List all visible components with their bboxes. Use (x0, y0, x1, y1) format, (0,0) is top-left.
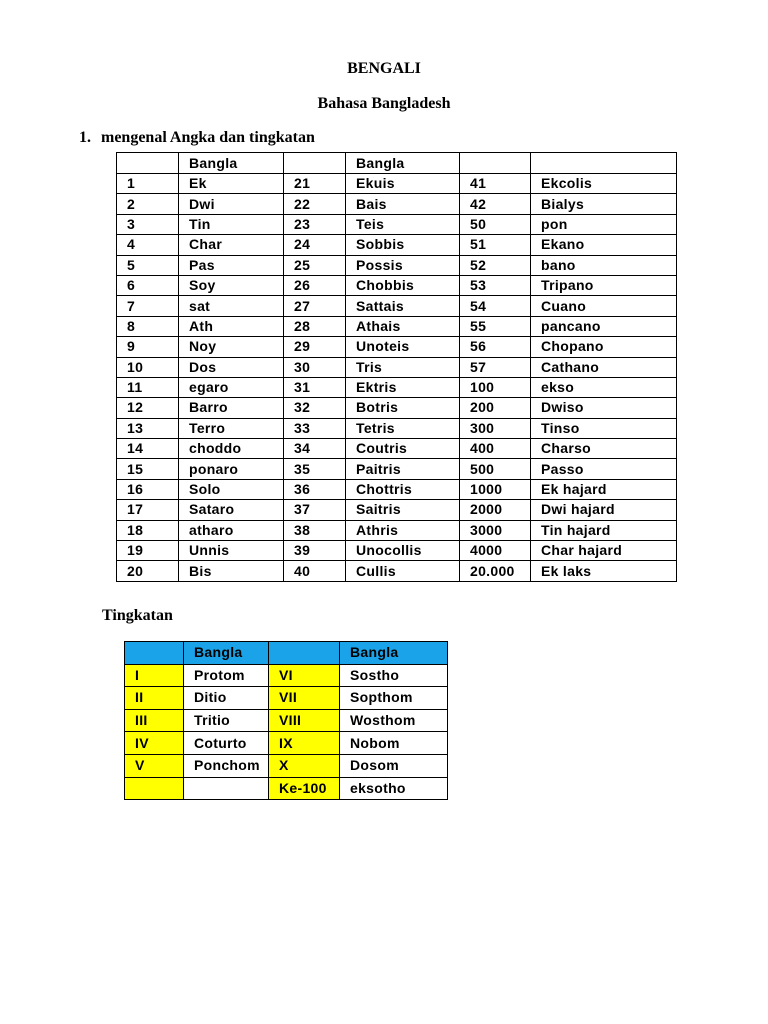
table-cell: 29 (284, 337, 346, 357)
table-cell: IX (269, 732, 340, 755)
table-cell: 10 (117, 357, 179, 377)
table-row (117, 541, 677, 561)
table-cell: Ekuis (346, 174, 460, 194)
rank-row (125, 687, 448, 710)
table-cell: ponaro (179, 459, 284, 479)
table-cell: 36 (284, 479, 346, 499)
table-row (117, 459, 677, 479)
table-cell: 39 (284, 541, 346, 561)
table-cell (531, 153, 677, 174)
table-cell: Ditio (184, 687, 269, 710)
table-cell: 18 (117, 520, 179, 540)
table-cell: 4000 (460, 541, 531, 561)
table-cell: 27 (284, 296, 346, 316)
table-cell: choddo (179, 439, 284, 459)
rank-row (125, 664, 448, 687)
table-cell: 4 (117, 235, 179, 255)
table-cell: Cuano (531, 296, 677, 316)
table-row (117, 174, 677, 194)
table-cell: Sopthom (340, 687, 448, 710)
table-cell: Chobbis (346, 275, 460, 295)
table-row (117, 500, 677, 520)
table-cell: V (125, 754, 184, 777)
table-cell: Terro (179, 418, 284, 438)
table-cell: Sataro (179, 500, 284, 520)
table-cell: 16 (117, 479, 179, 499)
numbers-table (116, 152, 677, 582)
table-cell: Ekcolis (531, 174, 677, 194)
table-cell: Unnis (179, 541, 284, 561)
table-cell (117, 153, 179, 174)
table-cell: Ponchom (184, 754, 269, 777)
table-cell: 40 (284, 561, 346, 581)
table-cell: Bangla (346, 153, 460, 174)
table-cell: 2 (117, 194, 179, 214)
table-row (117, 255, 677, 275)
table-cell: eksotho (340, 777, 448, 800)
table-cell: 200 (460, 398, 531, 418)
table-cell: VII (269, 687, 340, 710)
rank-row (125, 732, 448, 755)
table-cell: Tinso (531, 418, 677, 438)
table-cell: Coutris (346, 439, 460, 459)
table-cell: 20.000 (460, 561, 531, 581)
section-heading (79, 129, 315, 147)
table-cell: III (125, 709, 184, 732)
table-cell: ekso (531, 377, 677, 397)
table-row (117, 418, 677, 438)
table-cell: Barro (179, 398, 284, 418)
table-cell: 56 (460, 337, 531, 357)
table-cell: Ektris (346, 377, 460, 397)
table-cell: 3 (117, 214, 179, 234)
table-cell: Bialys (531, 194, 677, 214)
table-cell: pon (531, 214, 677, 234)
table-cell: 500 (460, 459, 531, 479)
table-cell: 19 (117, 541, 179, 561)
table-cell: 7 (117, 296, 179, 316)
table-cell: Soy (179, 275, 284, 295)
table-cell: Dwi (179, 194, 284, 214)
table-cell: 33 (284, 418, 346, 438)
table-cell: Chottris (346, 479, 460, 499)
table-row (117, 296, 677, 316)
table-cell: 1 (117, 174, 179, 194)
rank-row (125, 754, 448, 777)
table-cell: Tritio (184, 709, 269, 732)
table-cell: Possis (346, 255, 460, 275)
table-cell: 25 (284, 255, 346, 275)
table-cell: Botris (346, 398, 460, 418)
table-cell: 17 (117, 500, 179, 520)
table-cell: atharo (179, 520, 284, 540)
table-cell: Athris (346, 520, 460, 540)
table-cell: 8 (117, 316, 179, 336)
table-cell: Char (179, 235, 284, 255)
table-cell: Ath (179, 316, 284, 336)
table-cell: Chopano (531, 337, 677, 357)
table-cell: 37 (284, 500, 346, 520)
table-header-row (117, 153, 677, 174)
table-cell: Ke-100 (269, 777, 340, 800)
table-cell: Bangla (179, 153, 284, 174)
table-cell: 11 (117, 377, 179, 397)
table-cell: 9 (117, 337, 179, 357)
table-cell: 26 (284, 275, 346, 295)
table-cell: 3000 (460, 520, 531, 540)
table-cell: VI (269, 664, 340, 687)
table-cell: 53 (460, 275, 531, 295)
table-cell: 30 (284, 357, 346, 377)
table-row (117, 439, 677, 459)
table-row (117, 357, 677, 377)
table-cell: Bis (179, 561, 284, 581)
table-cell: 400 (460, 439, 531, 459)
table-cell: Dosom (340, 754, 448, 777)
table-cell: 100 (460, 377, 531, 397)
table-cell: Dwiso (531, 398, 677, 418)
table-cell: Char hajard (531, 541, 677, 561)
table-cell: Cullis (346, 561, 460, 581)
table-cell: 52 (460, 255, 531, 275)
table-cell: 34 (284, 439, 346, 459)
table-cell: 54 (460, 296, 531, 316)
table-row (117, 275, 677, 295)
table-cell: Bangla (340, 642, 448, 665)
table-cell: 1000 (460, 479, 531, 499)
table-cell: VIII (269, 709, 340, 732)
table-cell: Bangla (184, 642, 269, 665)
table-cell: Bais (346, 194, 460, 214)
table-cell: 23 (284, 214, 346, 234)
table-cell: IV (125, 732, 184, 755)
table-row (117, 316, 677, 336)
table-cell: Ekano (531, 235, 677, 255)
table-cell: Sattais (346, 296, 460, 316)
table-cell: egaro (179, 377, 284, 397)
rank-row (125, 709, 448, 732)
table-cell: Protom (184, 664, 269, 687)
table-cell: pancano (531, 316, 677, 336)
table-cell: 42 (460, 194, 531, 214)
table-cell: Ek laks (531, 561, 677, 581)
table-cell: Unocollis (346, 541, 460, 561)
table-row (117, 337, 677, 357)
table-cell: bano (531, 255, 677, 275)
table-cell: Pas (179, 255, 284, 275)
table-cell: 57 (460, 357, 531, 377)
table-cell (269, 642, 340, 665)
table-cell: Coturto (184, 732, 269, 755)
table-cell: Charso (531, 439, 677, 459)
table-cell: Ek hajard (531, 479, 677, 499)
table-cell: Tetris (346, 418, 460, 438)
table-cell: Tripano (531, 275, 677, 295)
table-cell: 32 (284, 398, 346, 418)
table-cell: 300 (460, 418, 531, 438)
table-cell: 31 (284, 377, 346, 397)
table-cell: Saitris (346, 500, 460, 520)
table-cell: Tris (346, 357, 460, 377)
table-cell (460, 153, 531, 174)
table-cell: 20 (117, 561, 179, 581)
table-row (117, 235, 677, 255)
table-cell: II (125, 687, 184, 710)
table-cell: Paitris (346, 459, 460, 479)
table-cell: Unoteis (346, 337, 460, 357)
table-cell: 35 (284, 459, 346, 479)
table-cell: Teis (346, 214, 460, 234)
table-cell: X (269, 754, 340, 777)
table-row (117, 398, 677, 418)
table-row (117, 377, 677, 397)
rank-header-row (125, 642, 448, 665)
rank-table (124, 641, 448, 800)
table-cell (125, 777, 184, 800)
table-cell: 24 (284, 235, 346, 255)
table-cell: 55 (460, 316, 531, 336)
rank-row (125, 777, 448, 800)
table-cell: 2000 (460, 500, 531, 520)
table-cell: 22 (284, 194, 346, 214)
table-cell (184, 777, 269, 800)
table-row (117, 194, 677, 214)
table-cell: 28 (284, 316, 346, 336)
table-cell: sat (179, 296, 284, 316)
table-cell: 50 (460, 214, 531, 234)
section-number: 1. (79, 129, 91, 146)
table-cell: 51 (460, 235, 531, 255)
document-subtitle: Bahasa Bangladesh (317, 95, 451, 112)
table-cell: Sobbis (346, 235, 460, 255)
table-cell: Ek (179, 174, 284, 194)
table-cell: 38 (284, 520, 346, 540)
table-row (117, 214, 677, 234)
table-cell: 12 (117, 398, 179, 418)
table-cell: 41 (460, 174, 531, 194)
table-row (117, 520, 677, 540)
table-cell: Dwi hajard (531, 500, 677, 520)
table-cell: Noy (179, 337, 284, 357)
table-cell (125, 642, 184, 665)
table-cell: Passo (531, 459, 677, 479)
table-cell: 14 (117, 439, 179, 459)
table-cell: Cathano (531, 357, 677, 377)
table-cell: 13 (117, 418, 179, 438)
table-cell: I (125, 664, 184, 687)
table-row (117, 561, 677, 581)
table-cell: Sostho (340, 664, 448, 687)
document-title: BENGALI (347, 60, 421, 77)
tingkatan-heading: Tingkatan (102, 607, 173, 624)
table-cell: 21 (284, 174, 346, 194)
table-cell: 15 (117, 459, 179, 479)
table-cell: Wosthom (340, 709, 448, 732)
table-cell: Tin (179, 214, 284, 234)
table-cell: 6 (117, 275, 179, 295)
table-cell: 5 (117, 255, 179, 275)
table-cell: Athais (346, 316, 460, 336)
table-cell: Nobom (340, 732, 448, 755)
table-cell: Dos (179, 357, 284, 377)
table-cell: Tin hajard (531, 520, 677, 540)
table-cell: Solo (179, 479, 284, 499)
table-row (117, 479, 677, 499)
section-label: mengenal Angka dan tingkatan (101, 129, 315, 146)
table-cell (284, 153, 346, 174)
